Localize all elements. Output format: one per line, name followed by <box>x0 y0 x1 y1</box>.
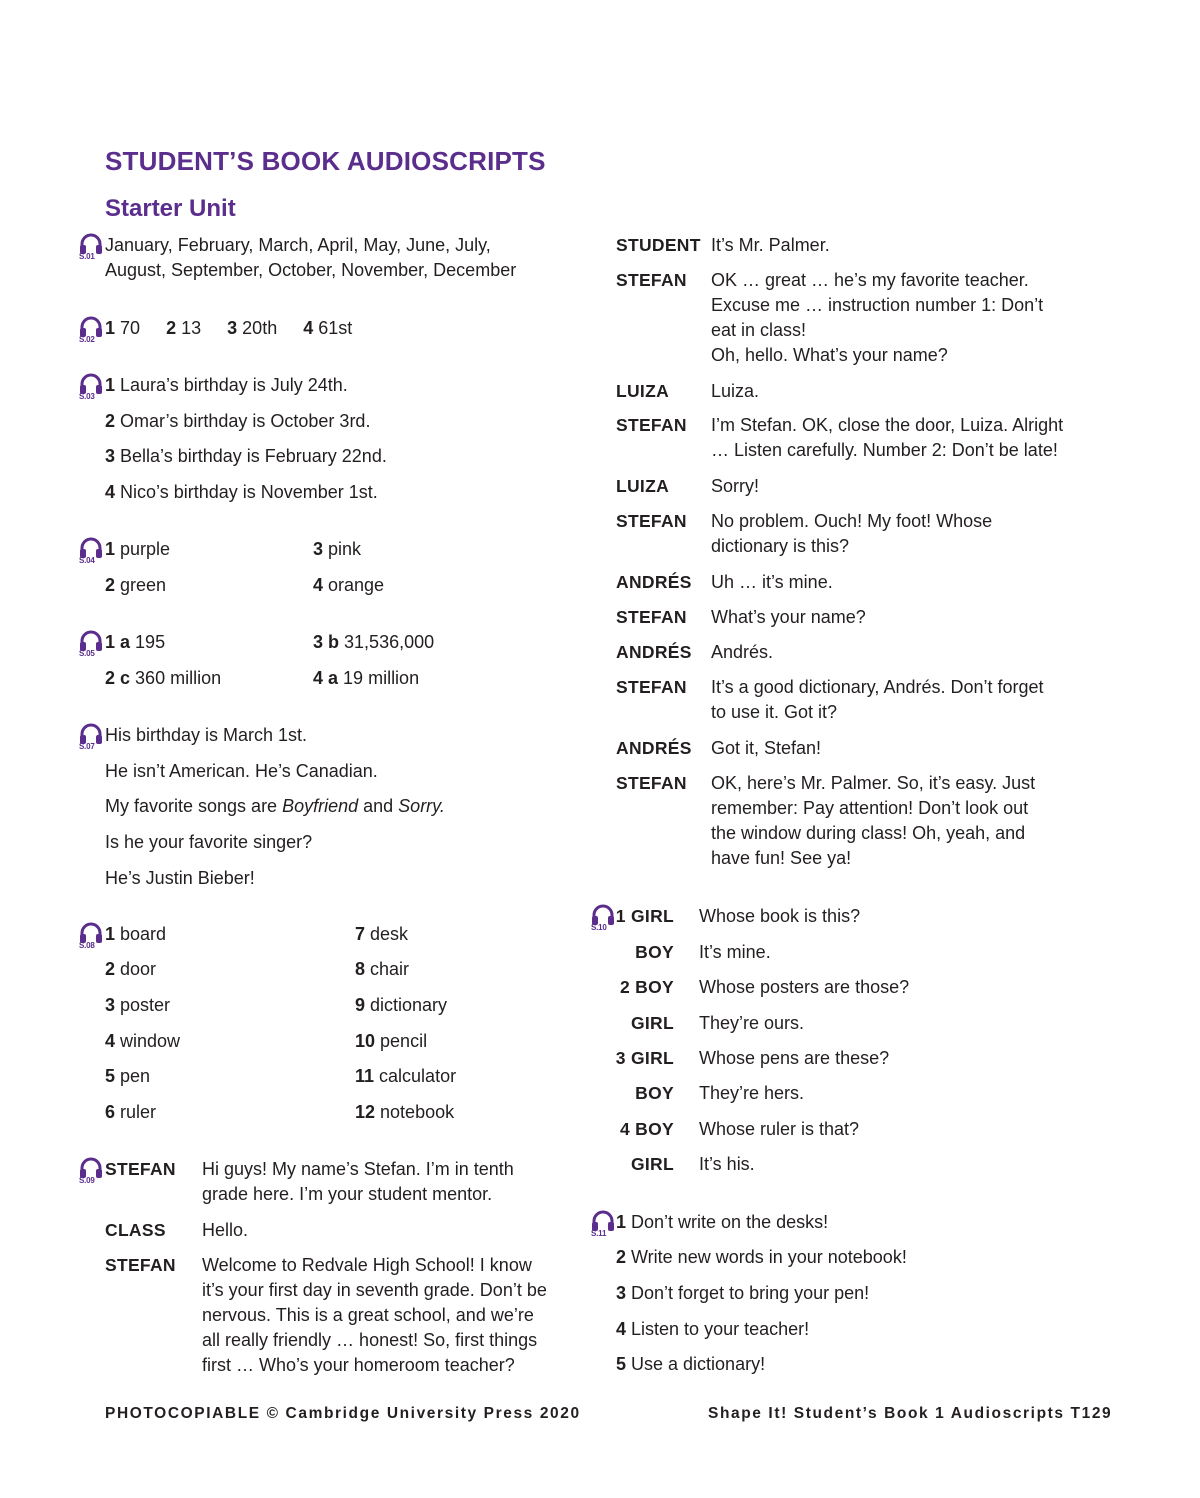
speaker-name: 3 GIRL <box>615 1048 674 1068</box>
item-number: 3 <box>616 1283 627 1303</box>
dialogue-line: eat in class! <box>711 320 807 340</box>
speaker-name: ANDRÉS <box>616 738 692 758</box>
s02-item: 4 61st <box>303 318 353 338</box>
dialogue-line: dictionary is this? <box>711 536 850 556</box>
track-number: S.05 <box>79 649 95 658</box>
speaker-name: ANDRÉS <box>616 642 692 662</box>
dialogue-line: Excuse me … instruction number 1: Don’t <box>711 295 1044 315</box>
item-number: 7 <box>355 924 366 944</box>
speaker-name: LUIZA <box>616 381 670 401</box>
item-number: 1 <box>105 924 116 944</box>
s02-answers <box>105 316 352 341</box>
speaker-name: STEFAN <box>616 415 687 435</box>
speaker-name: CLASS <box>105 1220 166 1240</box>
track-number: S.01 <box>79 252 95 261</box>
item-text: Use a dictionary! <box>626 1354 766 1374</box>
speaker-name: STEFAN <box>616 773 687 793</box>
dialogue-line: It’s a good dictionary, Andrés. Don’t forget <box>711 677 1044 697</box>
dialogue-line: first … Who’s your homeroom teacher? <box>202 1355 515 1375</box>
track-number: S.02 <box>79 335 95 344</box>
item-number: 3 <box>105 995 116 1015</box>
dialogue-line: Andrés. <box>711 642 774 662</box>
s03-line: 2 Omar’s birthday is October 3rd. <box>105 411 371 431</box>
s05-item: 2 c 360 million <box>105 668 222 688</box>
item-word: chair <box>365 959 410 979</box>
dialogue-line: have fun! See ya! <box>711 848 852 868</box>
dialogue-line: It’s his. <box>699 1154 755 1174</box>
s11-line <box>616 1352 765 1377</box>
headphones-icon <box>78 537 104 567</box>
speaker-name: ANDRÉS <box>616 572 692 592</box>
item-number: 4 <box>105 1031 116 1051</box>
dialogue-line: Whose pens are these? <box>699 1048 890 1068</box>
dialogue-line: It’s Mr. Palmer. <box>711 235 830 255</box>
headphones-icon <box>78 723 104 753</box>
footer-page-info: Shape It! Student’s Book 1 Audioscripts T129 <box>708 1405 1113 1422</box>
headphones-icon <box>78 1157 104 1187</box>
s05-item: 4 a 19 million <box>313 668 420 688</box>
s05-item: 3 b 31,536,000 <box>313 632 435 652</box>
item-word: pencil <box>375 1031 428 1051</box>
s02-item: 2 13 <box>166 318 202 338</box>
item-number: 5 <box>616 1354 627 1374</box>
item-word: ruler <box>115 1102 157 1122</box>
s07-line: He’s Justin Bieber! <box>105 868 255 888</box>
s08-item <box>355 993 447 1018</box>
s07-line: My favorite songs are Boyfriend and Sorry. <box>105 796 445 816</box>
speaker-name: STEFAN <box>616 677 687 697</box>
track-number: S.07 <box>79 742 95 751</box>
speaker-name: 2 BOY <box>619 977 674 997</box>
s07-line: He isn’t American. He’s Canadian. <box>105 761 378 781</box>
item-text: Don’t write on the desks! <box>626 1212 829 1232</box>
s04-item: 2 green <box>105 575 167 595</box>
s11-line <box>616 1245 907 1270</box>
item-number: 4 <box>616 1319 627 1339</box>
item-number: 1 <box>616 1212 627 1232</box>
item-number: 2 <box>616 1247 627 1267</box>
s02-item: 1 70 <box>105 318 141 338</box>
speaker-name: STEFAN <box>616 511 687 531</box>
headphones-icon <box>78 373 104 403</box>
dialogue-line: it’s your first day in seventh grade. Don’t be <box>202 1280 547 1300</box>
speaker-name: BOY <box>635 942 674 962</box>
s11-line <box>616 1317 809 1342</box>
dialogue-line: They’re ours. <box>699 1013 805 1033</box>
dialogue-line: I’m Stefan. OK, close the door, Luiza. Alright <box>711 415 1064 435</box>
s08-item <box>105 1029 180 1054</box>
dialogue-line: grade here. I’m your student mentor. <box>202 1184 493 1204</box>
s02-item: 3 20th <box>227 318 278 338</box>
speaker-name: STEFAN <box>616 270 687 290</box>
dialogue-line: all really friendly … honest! So, first things <box>202 1330 538 1350</box>
s08-item <box>355 957 409 982</box>
headphones-icon <box>590 1210 616 1240</box>
page-title: STUDENT’S BOOK AUDIOSCRIPTS <box>105 146 546 176</box>
dialogue-line: Hi guys! My name’s Stefan. I’m in tenth <box>202 1159 514 1179</box>
dialogue-line: OK, here’s Mr. Palmer. So, it’s easy. Just <box>711 773 1036 793</box>
s08-item <box>105 1064 150 1089</box>
s03-line: 3 Bella’s birthday is February 22nd. <box>105 446 387 466</box>
speaker-name: STEFAN <box>105 1159 176 1179</box>
dialogue-line: Whose posters are those? <box>699 977 910 997</box>
item-number: 5 <box>105 1066 116 1086</box>
speaker-name: STUDENT <box>616 235 701 255</box>
dialogue-line: It’s mine. <box>699 942 771 962</box>
speaker-name: LUIZA <box>616 476 670 496</box>
track-number: S.03 <box>79 392 95 401</box>
speaker-name: STEFAN <box>616 607 687 627</box>
headphones-icon <box>78 630 104 660</box>
s07-line: Is he your favorite singer? <box>105 832 313 852</box>
s08-item <box>355 1100 454 1125</box>
item-number: 6 <box>105 1102 116 1122</box>
dialogue-line: to use it. Got it? <box>711 702 838 722</box>
s08-item <box>105 993 170 1018</box>
s04-item: 1 purple <box>105 539 171 559</box>
item-word: poster <box>115 995 171 1015</box>
dialogue-line: They’re hers. <box>699 1083 805 1103</box>
speaker-name: BOY <box>635 1083 674 1103</box>
dialogue-line: Welcome to Redvale High School! I know <box>202 1255 532 1275</box>
s08-item <box>355 922 408 947</box>
track-number: S.11 <box>591 1229 607 1238</box>
dialogue-line: No problem. Ouch! My foot! Whose <box>711 511 993 531</box>
dialogue-line: Whose book is this? <box>699 906 861 926</box>
item-number: 2 <box>105 959 116 979</box>
s03-line: 1 Laura’s birthday is July 24th. <box>105 375 348 395</box>
dialogue-line: Sorry! <box>711 476 760 496</box>
item-word: dictionary <box>365 995 448 1015</box>
item-word: calculator <box>374 1066 457 1086</box>
item-word: pen <box>115 1066 151 1086</box>
dialogue-line: remember: Pay attention! Don’t look out <box>711 798 1029 818</box>
item-number: 11 <box>355 1066 375 1086</box>
item-text: Write new words in your notebook! <box>626 1247 907 1267</box>
headphones-icon <box>78 922 104 952</box>
item-text: Listen to your teacher! <box>626 1319 810 1339</box>
dialogue-line: Luiza. <box>711 381 760 401</box>
item-word: window <box>115 1031 181 1051</box>
s08-item <box>105 922 166 947</box>
item-word: desk <box>365 924 409 944</box>
track-number: S.04 <box>79 556 95 565</box>
s08-item <box>355 1064 456 1089</box>
item-word: notebook <box>375 1102 455 1122</box>
item-number: 9 <box>355 995 366 1015</box>
s03-line: 4 Nico’s birthday is November 1st. <box>105 482 378 502</box>
dialogue-line: Hello. <box>202 1220 249 1240</box>
dialogue-line: … Listen carefully. Number 2: Don’t be late! <box>711 440 1058 460</box>
item-number: 10 <box>355 1031 376 1051</box>
track-number: S.08 <box>79 941 95 950</box>
item-text: Don’t forget to bring your pen! <box>626 1283 870 1303</box>
dialogue-line: nervous. This is a great school, and we’re <box>202 1305 534 1325</box>
track-number: S.10 <box>591 923 607 932</box>
s11-line <box>616 1210 828 1235</box>
s08-item <box>355 1029 427 1054</box>
dialogue-line: Oh, hello. What’s your name? <box>711 345 948 365</box>
unit-title: Starter Unit <box>105 195 236 222</box>
item-number: 8 <box>355 959 366 979</box>
speaker-name: 4 BOY <box>619 1119 674 1139</box>
dialogue-line: What’s your name? <box>711 607 866 627</box>
speaker-name: 1 GIRL <box>615 906 674 926</box>
s08-item <box>105 1100 156 1125</box>
headphones-icon <box>78 233 104 263</box>
s04-item: 4 orange <box>313 575 385 595</box>
dialogue-line: Uh … it’s mine. <box>711 572 833 592</box>
dialogue-line: OK … great … he’s my favorite teacher. <box>711 270 1029 290</box>
s05-item: 1 a 195 <box>105 632 166 652</box>
headphones-icon <box>78 316 104 346</box>
s11-line <box>616 1281 869 1306</box>
item-word: board <box>115 924 167 944</box>
item-number: 12 <box>355 1102 376 1122</box>
s01-line-2: August, September, October, November, December <box>105 260 517 280</box>
item-word: door <box>115 959 157 979</box>
footer-copyright: PHOTOCOPIABLE © Cambridge University Press 2020 <box>105 1405 581 1422</box>
s08-item <box>105 957 156 982</box>
s01-line-1: January, February, March, April, May, June, July, <box>105 235 491 255</box>
track-number: S.09 <box>79 1176 95 1185</box>
speaker-name: STEFAN <box>105 1255 176 1275</box>
dialogue-line: the window during class! Oh, yeah, and <box>711 823 1026 843</box>
dialogue-line: Got it, Stefan! <box>711 738 822 758</box>
s04-item: 3 pink <box>313 539 362 559</box>
dialogue-line: Whose ruler is that? <box>699 1119 860 1139</box>
speaker-name: GIRL <box>630 1013 674 1033</box>
speaker-name: GIRL <box>630 1154 674 1174</box>
s07-line: His birthday is March 1st. <box>105 725 308 745</box>
